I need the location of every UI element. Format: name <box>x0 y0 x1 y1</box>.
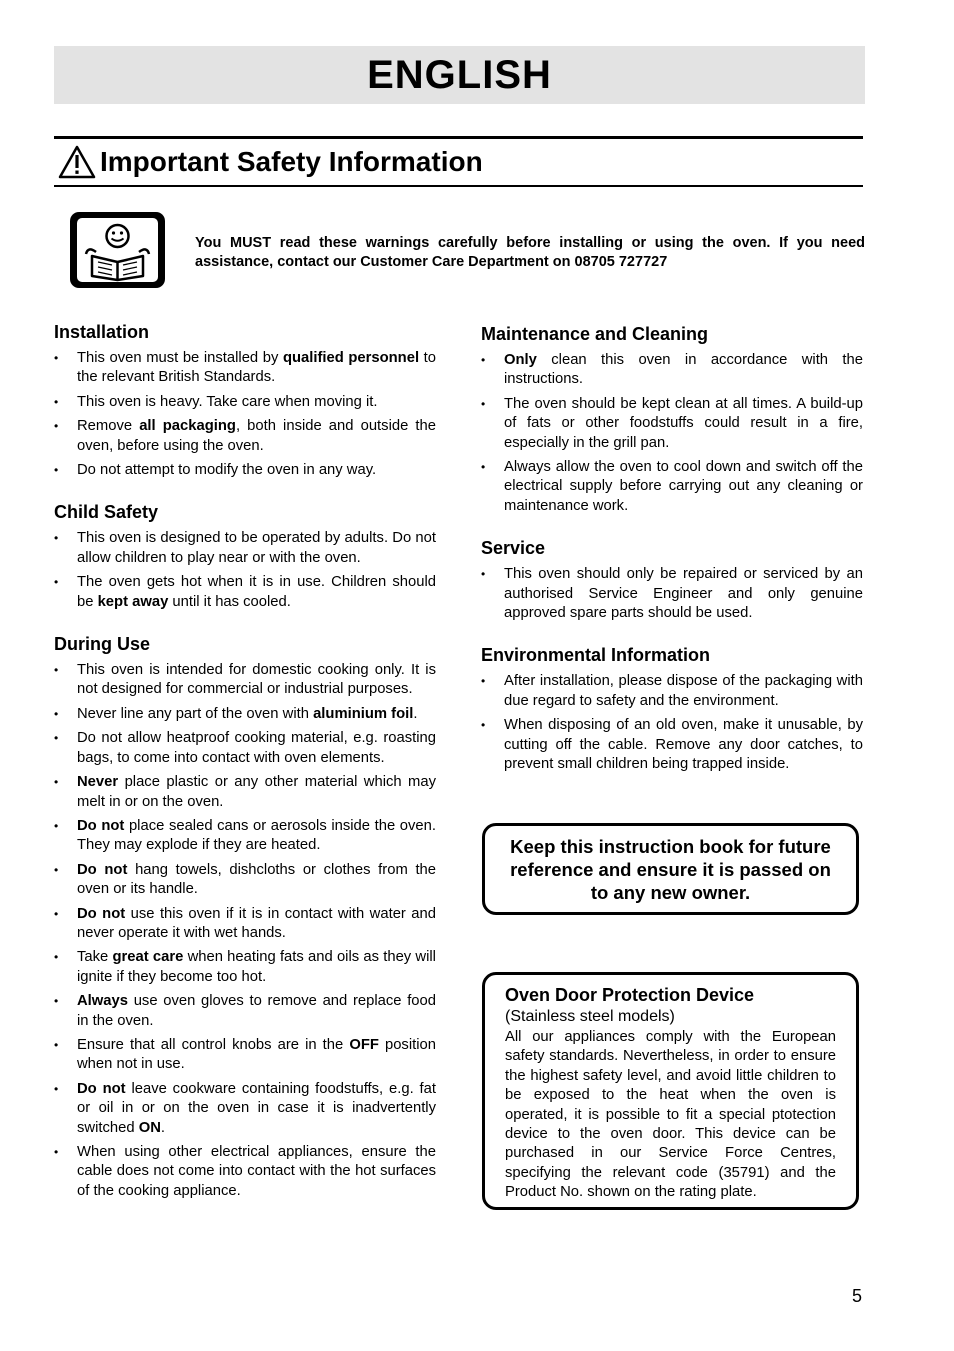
list-item: • The oven should be kept clean at all times. A build-up of fats or other foodstuffs could result in a fire, especially in the grill pan. <box>481 395 863 453</box>
list-item: • This oven is heavy. Take care when moving it. <box>54 393 436 412</box>
list-item: • Do not use this oven if it is in contact with water and never operate it with wet hands. <box>54 905 436 944</box>
environmental-section <box>481 645 863 774</box>
list-item: • Do not hang towels, dishcloths or clothes from the oven or its handle. <box>54 861 436 900</box>
list-item: • After installation, please dispose of the packaging with due regard to safety and the environment. <box>481 672 863 711</box>
list-item: • When using other electrical appliances, ensure the cable does not come into contact with the hot surfaces of the cooking appliance. <box>54 1143 436 1201</box>
language-heading: ENGLISH <box>367 52 552 97</box>
read-instructions-icon <box>68 210 167 290</box>
list-item: • This oven must be installed by qualified personnel to the relevant British Standards. <box>54 349 436 388</box>
door-protection-subheading: (Stainless steel models) <box>505 1008 675 1025</box>
right-column <box>481 324 863 797</box>
service-heading: Service <box>481 538 546 559</box>
list-item: • Do not leave cookware containing foodstuffs, e.g. fat or oil in or on the oven in case it is inadvertently switched ON. <box>54 1080 436 1138</box>
door-protection-box <box>482 972 859 1210</box>
door-protection-heading: Oven Door Protection Device <box>505 985 755 1005</box>
list-item: • Do not place sealed cans or aerosols inside the oven. They may explode if they are heated. <box>54 817 436 856</box>
page-number: 5 <box>851 1286 862 1306</box>
list-item: • Never place plastic or any other material which may melt in or on the oven. <box>54 773 436 812</box>
list-item: • Ensure that all control knobs are in the OFF position when not in use. <box>54 1036 436 1075</box>
list-item: • Only clean this oven in accordance with the instructions. <box>481 351 863 390</box>
list-item: • Remove all packaging, both inside and outside the oven, before using the oven. <box>54 417 436 456</box>
list-item: • This oven should only be repaired or serviced by an authorised Service Engineer and only genuine approved spare parts should be used. <box>481 565 863 623</box>
service-section <box>481 538 863 623</box>
list-item: • Take great care when heating fats and oils as they will ignite if they become too hot. <box>54 948 436 987</box>
installation-section <box>54 322 436 480</box>
list-item: • Always allow the oven to cool down and switch off the electrical supply before carrying out any cleaning or maintenance work. <box>481 458 863 516</box>
during-use-section <box>54 634 436 1201</box>
keep-instructions-notice: Keep this instruction book for future reference and ensure it is passed on to any new owner. <box>482 823 859 915</box>
door-protection-body: All our appliances comply with the European safety standards. Nevertheless, in order to ensure the highest safety level, and avoid little children to be exposed to the heat when the oven is operated, it is possible to fit a special ptotection device to the oven door. This device can be purchased in our Service Force Centres, specifying the relevant code (35791) and the Product No. shown on the rating plate. <box>505 1029 836 1201</box>
list-item: • Always use oven gloves to remove and replace food in the oven. <box>54 992 436 1031</box>
child-safety-heading: Child Safety <box>54 502 159 523</box>
warning-triangle-icon <box>58 145 96 179</box>
list-item: • Never line any part of the oven with aluminium foil. <box>54 705 436 724</box>
list-item: • When disposing of an old oven, make it unusable, by cutting off the cable. Remove any door catches, to prevent small children being trapped inside. <box>481 716 863 774</box>
title-bar <box>54 136 863 187</box>
child-safety-section <box>54 502 436 612</box>
environmental-heading: Environmental Information <box>481 645 711 666</box>
list-item: • Do not allow heatproof cooking material, e.g. roasting bags, to come into contact with oven elements. <box>54 729 436 768</box>
list-item: • This oven is intended for domestic cooking only. It is not designed for commercial or industrial purposes. <box>54 661 436 700</box>
page-title: Important Safety Information <box>100 146 483 177</box>
list-item: • This oven is designed to be operated by adults. Do not allow children to play near or with the oven. <box>54 529 436 568</box>
maintenance-section <box>481 324 863 516</box>
maintenance-heading: Maintenance and Cleaning <box>481 324 709 344</box>
installation-heading: Installation <box>54 322 150 342</box>
left-column <box>54 322 436 1223</box>
language-banner <box>54 46 865 104</box>
during-use-heading: During Use <box>54 634 151 655</box>
list-item: • The oven gets hot when it is in use. Children should be kept away until it has cooled. <box>54 573 436 612</box>
list-item: • Do not attempt to modify the oven in any way. <box>54 461 436 480</box>
intro-warning: You MUST read these warnings carefully before installing or using the oven. If you need assistance, contact our Customer Care Department on 08705 727727 <box>195 235 865 270</box>
